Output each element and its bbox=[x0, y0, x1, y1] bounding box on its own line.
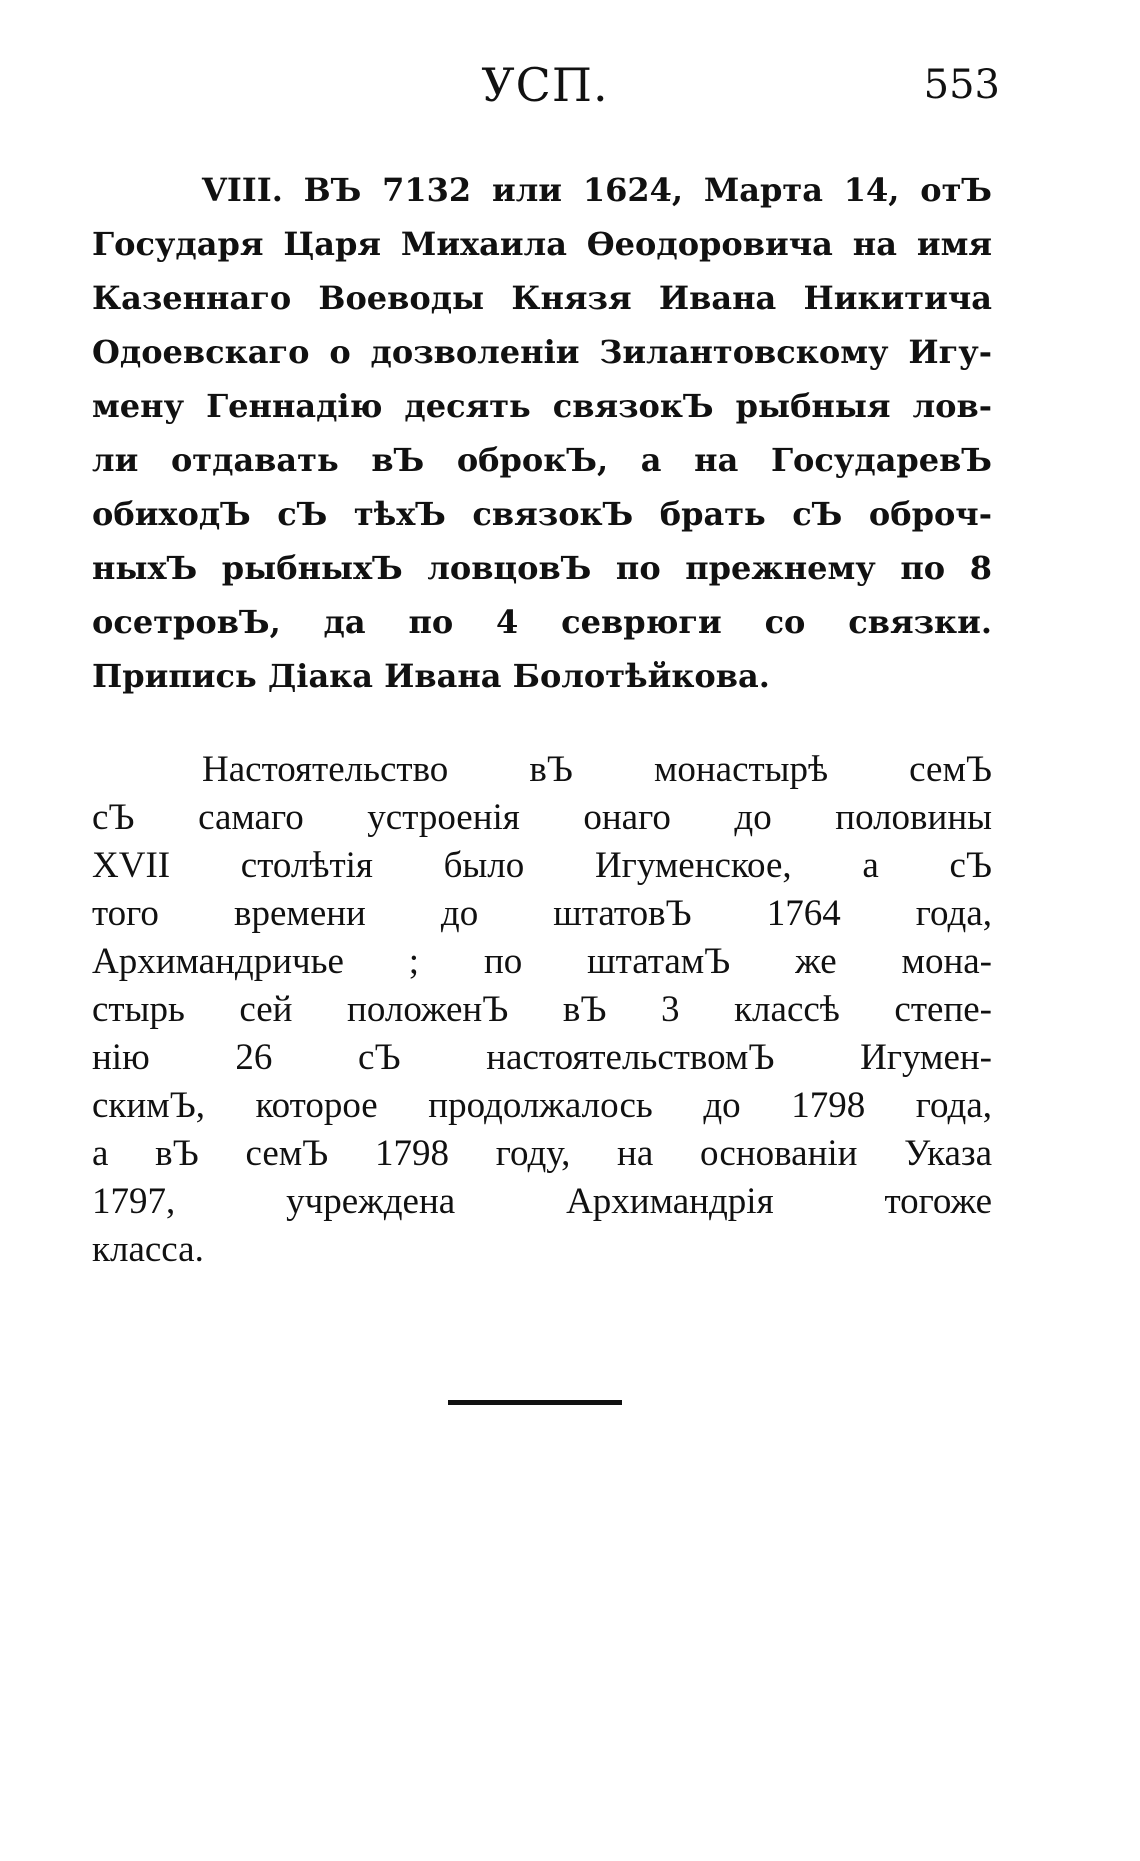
text-line: Припись Діака Ивана Болотѣйкова. bbox=[92, 657, 770, 695]
running-title: УСП. bbox=[481, 58, 609, 112]
text-line: класса. bbox=[92, 1229, 204, 1270]
text-line: стырь сей положенЪ вЪ 3 классѣ степе- bbox=[92, 989, 992, 1030]
text-line: обиходЪ сЪ тѣхЪ связокЪ брать сЪ оброч- bbox=[92, 495, 992, 533]
charter-paragraph bbox=[92, 163, 992, 703]
text-line: Настоятельство вЪ монастырѣ семЪ bbox=[202, 749, 992, 790]
text-line: нію 26 сЪ настоятельствомЪ Игумен- bbox=[92, 1037, 992, 1078]
section-end-rule bbox=[448, 1400, 622, 1405]
abbacy-history-paragraph bbox=[92, 746, 992, 1274]
text-line: ныхЪ рыбныхЪ ловцовЪ по прежнему по 8 bbox=[92, 549, 992, 587]
text-line: осетровЪ, да по 4 севрюги со связки. bbox=[92, 603, 992, 641]
text-line: сЪ самаго устроенія онаго до половины bbox=[92, 797, 992, 838]
text-line: мену Геннадію десять связокЪ рыбныя лов- bbox=[92, 387, 992, 425]
text-line: Казеннаго Воеводы Князя Ивана Никитича bbox=[92, 279, 992, 317]
text-line: Государя Царя Михаила Ѳеодоровича на имя bbox=[92, 225, 992, 263]
text-line: XVII столѣтія было Игуменское, а сЪ bbox=[92, 845, 992, 886]
text-line: а вЪ семЪ 1798 году, на основаніи Указа bbox=[92, 1133, 992, 1174]
text-line: ли отдавать вЪ оброкЪ, а на ГосударевЪ bbox=[92, 441, 992, 479]
text-line: скимЪ, которое продолжалось до 1798 года, bbox=[92, 1085, 992, 1126]
text-line: Одоевскаго о дозволеніи Зилантовскому Игу- bbox=[92, 333, 992, 371]
running-head bbox=[90, 58, 1000, 118]
text-line: VIII. ВЪ 7132 или 1624, Марта 14, отЪ bbox=[202, 171, 992, 209]
text-line: Архимандричье ; по штатамЪ же мона- bbox=[92, 941, 992, 982]
page-number: 553 bbox=[923, 62, 1000, 108]
text-line: 1797, учреждена Архимандрія тогоже bbox=[92, 1181, 992, 1222]
text-line: того времени до штатовЪ 1764 года, bbox=[92, 893, 992, 934]
